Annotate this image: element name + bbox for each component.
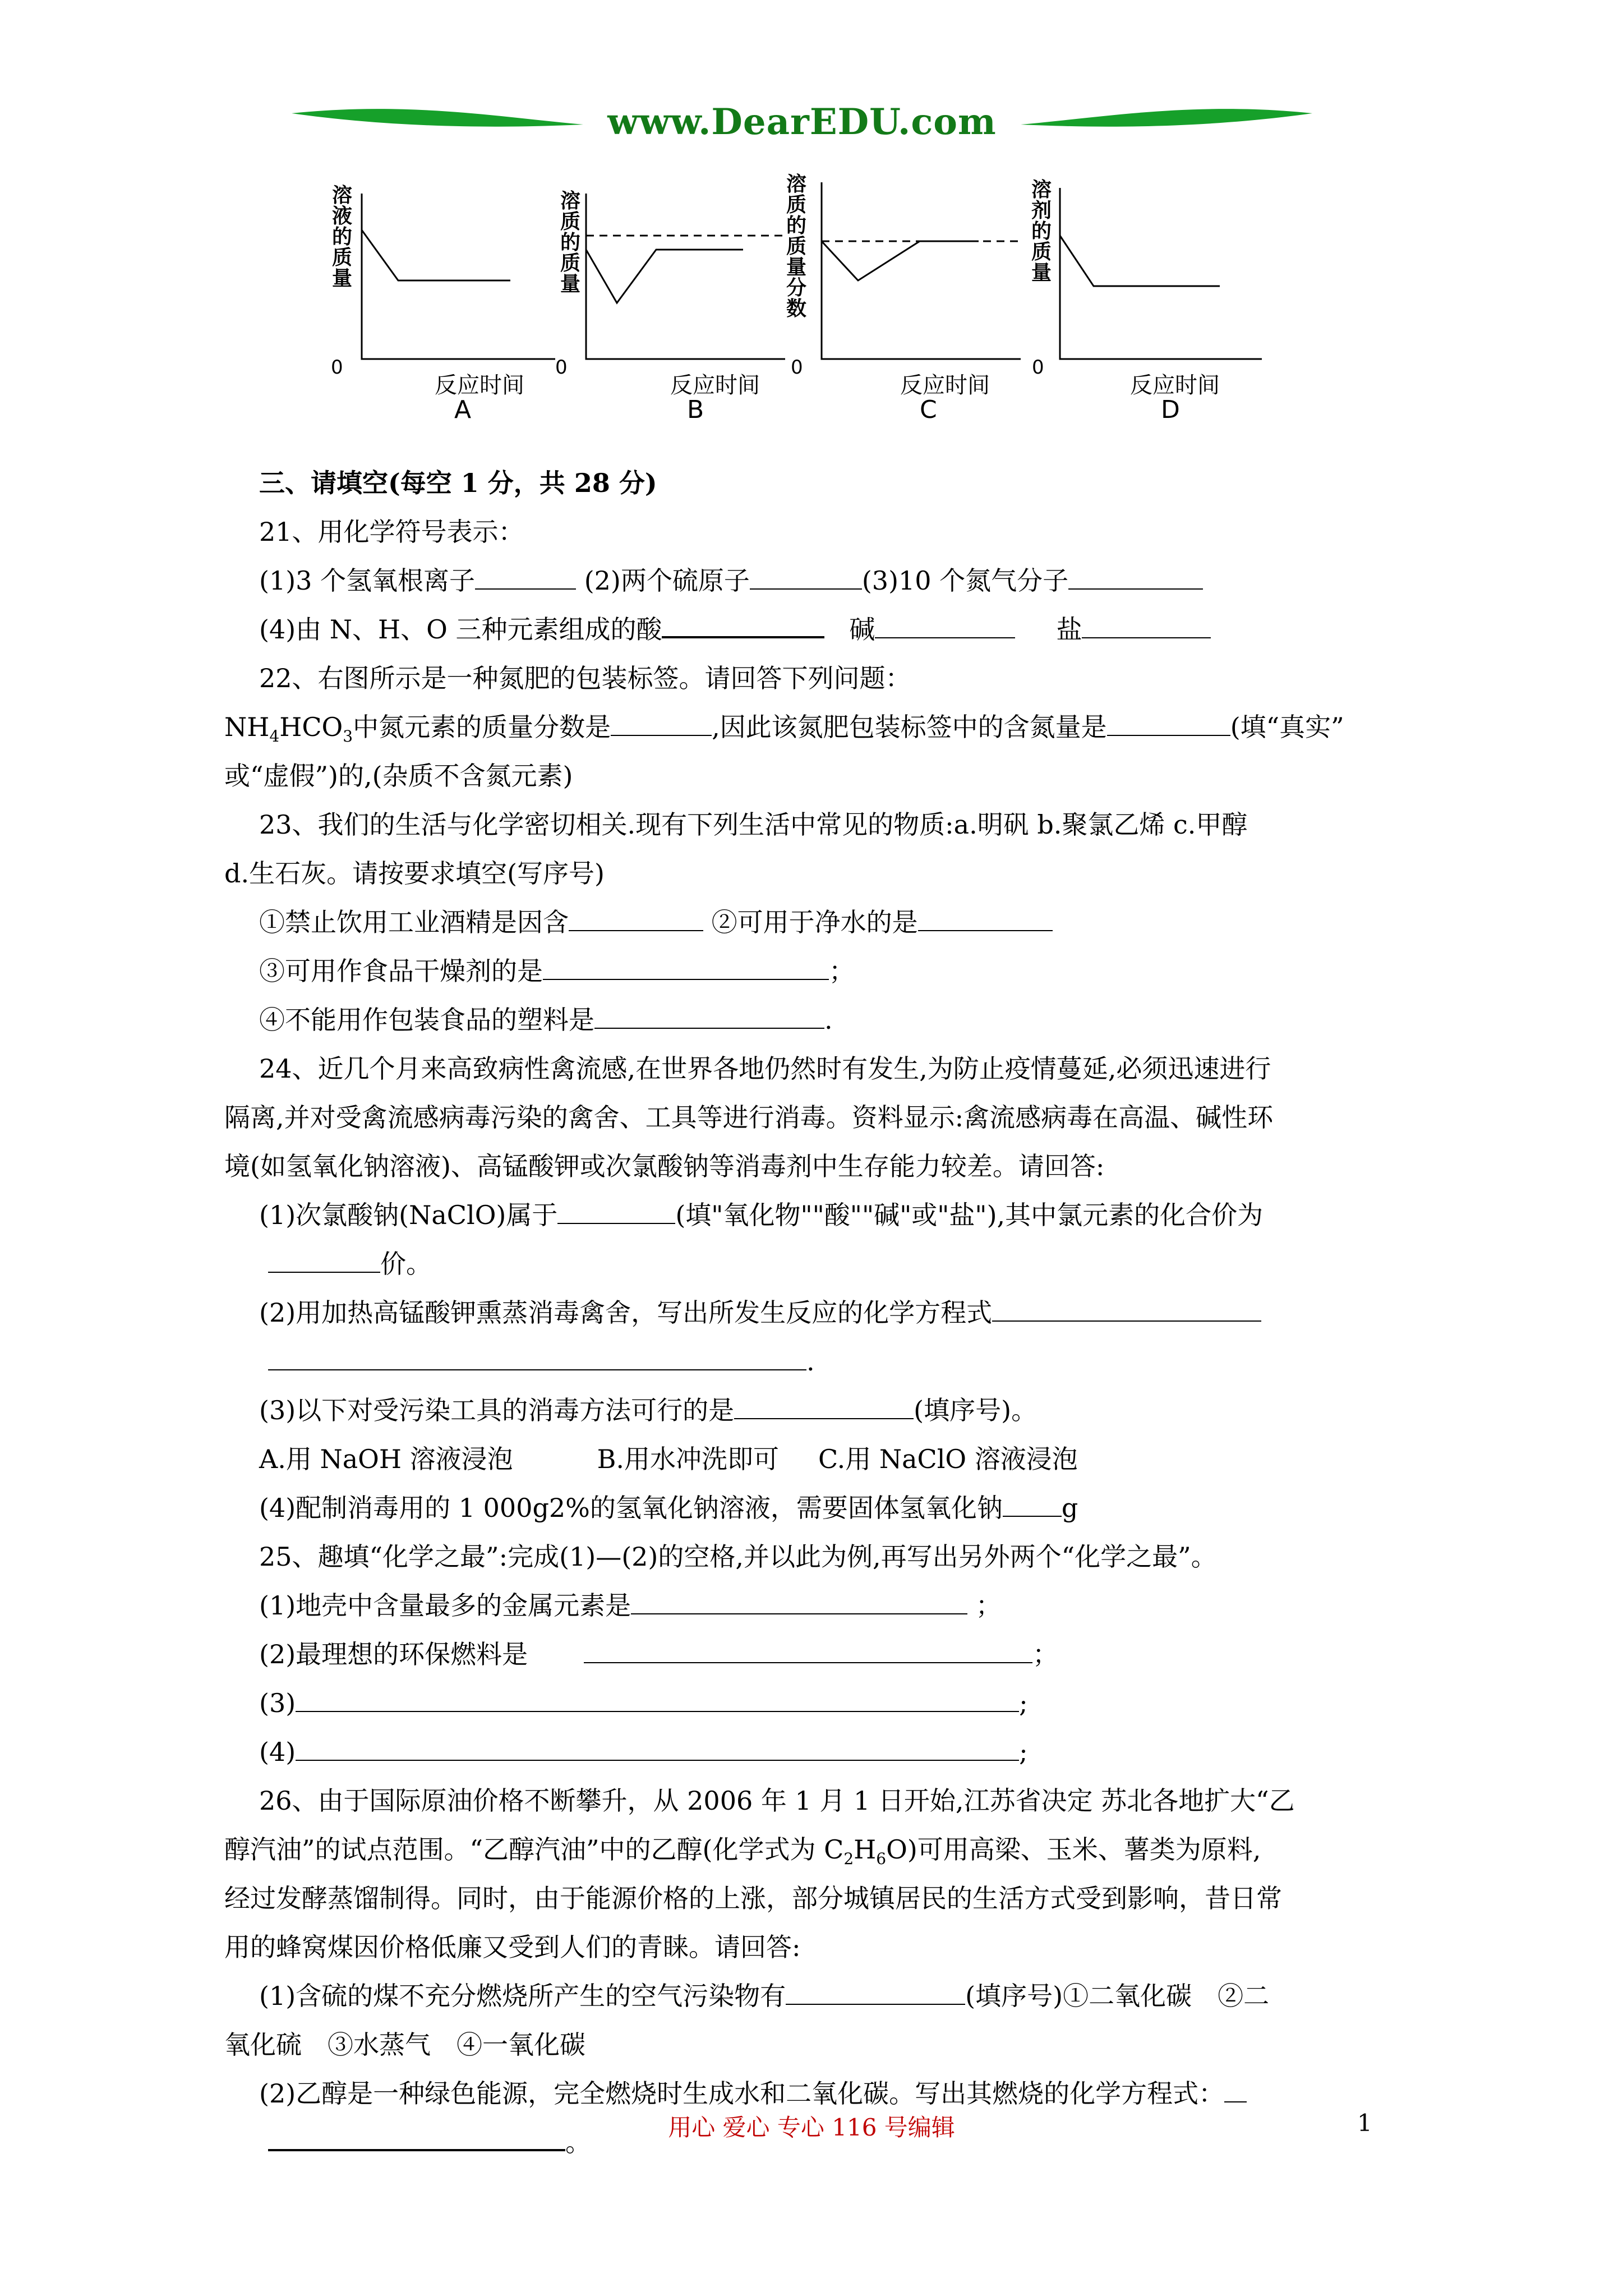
chart-a-ylabel: 溶液的质量 <box>331 184 352 290</box>
q24-s3: (3)以下对受污染工具的消毒方法可行的是 (填序号)。 <box>259 1395 1038 1425</box>
chart-group <box>320 168 1307 432</box>
q26-s1: (1)含硫的煤不充分燃烧所产生的空气污染物有 (填序号)①二氧化碳 ②二 <box>259 1981 1270 2011</box>
q25-s1: (1)地壳中含量最多的金属元素是 ； <box>259 1590 1002 1621</box>
answer-blank[interactable] <box>631 1591 967 1614</box>
q24-line3: 境(如氢氧化钠溶液)、高锰酸钾或次氯酸钠等消毒剂中生存能力较差。请回答: <box>224 1151 1105 1181</box>
answer-blank[interactable] <box>918 908 1053 931</box>
chart-b-letter: B <box>687 395 704 424</box>
q21-line2: (4)由 N、H、O 三种元素组成的酸 碱 盐 <box>224 605 1408 654</box>
option-c: C.用 NaClO 溶液浸泡 <box>818 1444 1078 1474</box>
answer-blank[interactable] <box>1224 2079 1247 2102</box>
answer-blank[interactable] <box>569 908 703 931</box>
footer-text: 用心 爱心 专心 116 号编辑 <box>668 2114 955 2141</box>
answer-blank[interactable] <box>611 712 712 736</box>
q23-line1: ①禁止饮用工业酒精是因含 ②可用于净水的是 <box>224 898 1408 947</box>
chart-b-ylabel: 溶质的质量 <box>560 190 580 296</box>
chart-a-letter: A <box>454 395 472 424</box>
header-logo <box>269 84 1335 163</box>
answer-blank[interactable] <box>662 614 824 638</box>
answer-blank[interactable] <box>296 1688 1019 1712</box>
chart-b <box>550 168 796 432</box>
page-number: 1 <box>1357 2109 1372 2137</box>
q21-line1: (1)3 个氢氧根离子 (2)两个硫原子 (3)10 个氮气分子 <box>224 556 1408 605</box>
answer-blank[interactable] <box>1068 566 1203 590</box>
q21-stem: 21、用化学符号表示： <box>259 517 524 547</box>
answer-blank[interactable] <box>1003 1493 1062 1517</box>
q26-line2: 醇汽油”的试点范围。“乙醇汽油”中的乙醇(化学式为 $C_2H_6O$)可用高梁、玉米、薯类为原料, <box>224 1834 1261 1869</box>
chart-d-origin: 0 <box>1032 356 1044 379</box>
chart-b-origin: 0 <box>555 356 568 379</box>
chart-d-letter: D <box>1161 395 1180 424</box>
q22-line2: 或“虚假”)的,(杂质不含氮元素) <box>224 761 573 791</box>
chart-d-ylabel: 溶剂的质量 <box>1031 178 1052 284</box>
q24-s1-cont: 价。 <box>224 1240 1408 1289</box>
answer-blank[interactable] <box>543 956 829 980</box>
site-name: www.DearEDU.com <box>607 101 997 143</box>
answer-blank[interactable] <box>992 1298 1261 1322</box>
chart-c <box>785 168 1032 432</box>
chart-d-xlabel: 反应时间 <box>1130 372 1220 398</box>
q25-s2: (2)最理想的环保燃料是 ； <box>259 1639 1059 1669</box>
q23-line2: ③可用作食品干燥剂的是 ； <box>259 956 855 986</box>
answer-blank[interactable] <box>557 1200 675 1224</box>
chart-c-origin: 0 <box>791 356 803 379</box>
q23-line3: ④不能用作包装食品的塑料是 . <box>259 1005 833 1035</box>
q22-stem: 22、右图所示是一种氮肥的包装标签。请回答下列问题： <box>259 663 911 693</box>
q24-line2: 隔离,并对受禽流感病毒污染的禽舍、工具等进行消毒。资料显示:禽流感病毒在高温、碱性环 <box>224 1102 1274 1133</box>
q24-line1: 24、近几个月来高致病性禽流感,在世界各地仍然时有发生,为防止疫情蔓延,必须迅速进行 <box>259 1053 1271 1084</box>
q26-s2-cont: 。 <box>224 2118 1408 2167</box>
option-a: A.用 NaOH 溶液浸泡 <box>259 1444 513 1474</box>
q23-stem2: d.生石灰。请按要求填空(写序号) <box>224 858 605 889</box>
chart-c-xlabel: 反应时间 <box>900 372 990 398</box>
q26-line1: 26、由于国际原油价格不断攀升，从 2006 年 1 月 1 日开始,江苏省决定 苏北各地扩大“乙 <box>259 1786 1295 1816</box>
answer-blank[interactable] <box>875 615 1015 638</box>
chart-c-ylabel: 溶质的质量分数 <box>786 173 806 320</box>
q22-line1: $NH_4HCO_3$中氮元素的质量分数是 ,因此该氮肥包装标签中的含氮量是 (填“真实” <box>224 712 1344 746</box>
section-title: 三、请填空(每空 1 分，共 28 分) <box>259 468 657 498</box>
q26-s2: (2)乙醇是一种绿色能源，完全燃烧时生成水和二氧化碳。写出其燃烧的化学方程式： <box>224 2069 1408 2118</box>
q24-s1: (1)次氯酸钠(NaClO)属于 (填"氧化物""酸""碱"或"盐"),其中氯元素的化合价为 <box>259 1200 1264 1230</box>
q24-options <box>224 1435 1408 1484</box>
option-b: B.用水冲洗即可 <box>597 1444 780 1474</box>
answer-blank[interactable] <box>584 1640 1032 1663</box>
answer-blank[interactable] <box>594 1005 824 1029</box>
q24-s2-cont: . <box>224 1337 1408 1386</box>
q26-s1-cont: 氧化硫 ③水蒸气 ④一氧化碳 <box>224 2030 585 2060</box>
answer-blank[interactable] <box>1107 712 1230 736</box>
answer-blank[interactable] <box>750 566 862 590</box>
question-content <box>224 459 1408 2167</box>
answer-blank[interactable] <box>268 1249 380 1273</box>
q26-line4: 用的蜂窝煤因价格低廉又受到人们的青睐。请回答: <box>224 1932 801 1962</box>
answer-blank[interactable] <box>296 1737 1019 1761</box>
q25-s3: (3) ; <box>259 1688 1028 1718</box>
q24-s2: (2)用加热高锰酸钾熏蒸消毒禽舍，写出所发生反应的化学方程式 <box>224 1289 1408 1337</box>
answer-blank[interactable] <box>1082 615 1211 638</box>
q24-s4: (4)配制消毒用的 1 000g2%的氢氧化钠溶液，需要固体氢氧化钠 g <box>259 1493 1078 1523</box>
answer-blank[interactable] <box>786 1981 965 2005</box>
chart-a-xlabel: 反应时间 <box>435 372 524 398</box>
q26-line3: 经过发酵蒸馏制得。同时，由于能源价格的上涨，部分城镇居民的生活方式受到影响，昔日常 <box>224 1883 1282 1913</box>
q25-stem: 25、趣填“化学之最”:完成(1)—(2)的空格,并以此为例,再写出另外两个“化学之最”。 <box>259 1542 1217 1572</box>
answer-blank[interactable] <box>475 566 576 590</box>
answer-blank[interactable] <box>268 1347 806 1370</box>
chart-d <box>1026 168 1273 432</box>
chart-a <box>320 168 566 432</box>
answer-blank[interactable] <box>734 1396 914 1419</box>
chart-a-origin: 0 <box>331 356 343 379</box>
chart-c-letter: C <box>920 395 937 424</box>
q23-stem: 23、我们的生活与化学密切相关.现有下列生活中常见的物质:a.明矾 b.聚氯乙烯 c.甲醇 <box>259 809 1248 840</box>
chart-b-xlabel: 反应时间 <box>670 372 760 398</box>
q25-s4: (4) ; <box>259 1737 1028 1767</box>
